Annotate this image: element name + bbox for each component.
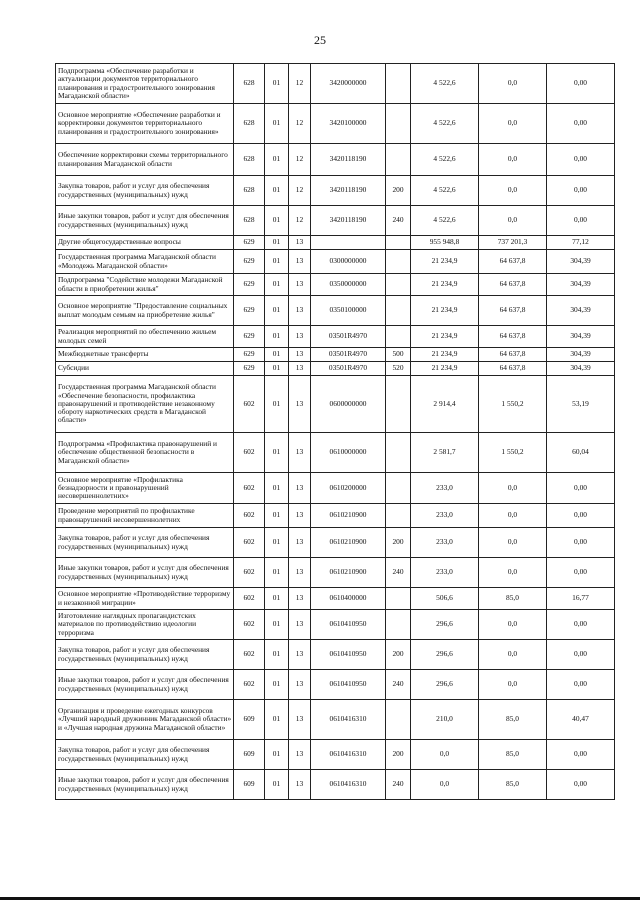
target-article-cell: 0610416310: [311, 770, 386, 800]
percent-cell: 304,39: [547, 348, 615, 362]
amount-1-cell: 210,0: [411, 700, 479, 740]
amount-2-cell: 0,0: [479, 206, 547, 236]
target-article-cell: 0600000000: [311, 376, 386, 433]
grbs-cell: 602: [234, 610, 265, 640]
grbs-cell: 628: [234, 104, 265, 144]
section-cell: 01: [265, 558, 289, 588]
section-cell: 01: [265, 362, 289, 376]
section-cell: 01: [265, 770, 289, 800]
subsection-cell: 13: [289, 670, 311, 700]
section-cell: 01: [265, 504, 289, 528]
percent-cell: 304,39: [547, 274, 615, 296]
grbs-cell: 628: [234, 144, 265, 176]
grbs-cell: 602: [234, 504, 265, 528]
amount-1-cell: 233,0: [411, 558, 479, 588]
expense-type-cell: [386, 610, 411, 640]
amount-1-cell: 233,0: [411, 473, 479, 504]
expense-type-cell: [386, 473, 411, 504]
target-article-cell: 0610410950: [311, 670, 386, 700]
table-row: [56, 588, 615, 610]
amount-1-cell: 0,0: [411, 740, 479, 770]
target-article-cell: 0610210900: [311, 504, 386, 528]
grbs-cell: 629: [234, 326, 265, 348]
target-article-cell: 0610400000: [311, 588, 386, 610]
percent-cell: 304,39: [547, 296, 615, 326]
amount-2-cell: 85,0: [479, 700, 547, 740]
expense-type-cell: [386, 274, 411, 296]
percent-cell: 0,00: [547, 670, 615, 700]
expense-type-cell: [386, 144, 411, 176]
table-row: [56, 640, 615, 670]
table-row: [56, 362, 615, 376]
name-cell: Закупка товаров, работ и услуг для обеспечения государственных (муниципальных) нужд: [56, 528, 234, 558]
table-row: [56, 348, 615, 362]
table-row: [56, 274, 615, 296]
amount-2-cell: 0,0: [479, 610, 547, 640]
subsection-cell: 13: [289, 376, 311, 433]
subsection-cell: 13: [289, 740, 311, 770]
amount-1-cell: 21 234,9: [411, 296, 479, 326]
target-article-cell: 3420118190: [311, 206, 386, 236]
amount-2-cell: 0,0: [479, 528, 547, 558]
grbs-cell: 602: [234, 640, 265, 670]
amount-2-cell: 0,0: [479, 670, 547, 700]
expense-type-cell: 200: [386, 740, 411, 770]
section-cell: 01: [265, 740, 289, 770]
amount-1-cell: 4 522,6: [411, 144, 479, 176]
table-row: [56, 236, 615, 250]
table-row: [56, 326, 615, 348]
table-row: [56, 176, 615, 206]
name-cell: Другие общегосударственные вопросы: [56, 236, 234, 250]
section-cell: 01: [265, 348, 289, 362]
grbs-cell: 629: [234, 296, 265, 326]
section-cell: 01: [265, 274, 289, 296]
subsection-cell: 12: [289, 64, 311, 104]
amount-2-cell: 0,0: [479, 504, 547, 528]
expense-type-cell: [386, 64, 411, 104]
name-cell: Подпрограмма «Профилактика правонарушений и обеспечение общественной безопасности в Магаданской области»: [56, 433, 234, 473]
subsection-cell: 13: [289, 296, 311, 326]
table-row: [56, 473, 615, 504]
section-cell: 01: [265, 640, 289, 670]
target-article-cell: 03501R4970: [311, 348, 386, 362]
expense-type-cell: [386, 376, 411, 433]
subsection-cell: 13: [289, 326, 311, 348]
percent-cell: 0,00: [547, 640, 615, 670]
target-article-cell: 0610410950: [311, 610, 386, 640]
subsection-cell: 12: [289, 176, 311, 206]
section-cell: 01: [265, 64, 289, 104]
expense-type-cell: 240: [386, 558, 411, 588]
expense-type-cell: [386, 104, 411, 144]
name-cell: Иные закупки товаров, работ и услуг для обеспечения государственных (муниципальных) нужд: [56, 558, 234, 588]
percent-cell: 53,19: [547, 376, 615, 433]
name-cell: Иные закупки товаров, работ и услуг для обеспечения государственных (муниципальных) нужд: [56, 670, 234, 700]
subsection-cell: 13: [289, 473, 311, 504]
expense-type-cell: [386, 236, 411, 250]
expense-type-cell: [386, 433, 411, 473]
subsection-cell: 13: [289, 236, 311, 250]
subsection-cell: 13: [289, 770, 311, 800]
section-cell: 01: [265, 144, 289, 176]
target-article-cell: 0350000000: [311, 274, 386, 296]
grbs-cell: 628: [234, 64, 265, 104]
subsection-cell: 13: [289, 640, 311, 670]
name-cell: Межбюджетные трансферты: [56, 348, 234, 362]
name-cell: Изготовление наглядных пропагандистских материалов по противодействию идеологии терроризма: [56, 610, 234, 640]
table-row: [56, 206, 615, 236]
grbs-cell: 629: [234, 348, 265, 362]
amount-2-cell: 0,0: [479, 558, 547, 588]
expense-type-cell: [386, 296, 411, 326]
percent-cell: 16,77: [547, 588, 615, 610]
section-cell: 01: [265, 473, 289, 504]
subsection-cell: 12: [289, 144, 311, 176]
expense-type-cell: 240: [386, 670, 411, 700]
expense-type-cell: [386, 504, 411, 528]
amount-1-cell: 296,6: [411, 640, 479, 670]
percent-cell: 304,39: [547, 362, 615, 376]
expense-type-cell: [386, 250, 411, 274]
amount-2-cell: 64 637,8: [479, 296, 547, 326]
amount-1-cell: 21 234,9: [411, 348, 479, 362]
target-article-cell: 03501R4970: [311, 326, 386, 348]
subsection-cell: 13: [289, 362, 311, 376]
percent-cell: 0,00: [547, 64, 615, 104]
section-cell: 01: [265, 236, 289, 250]
percent-cell: 0,00: [547, 176, 615, 206]
amount-2-cell: 1 550,2: [479, 376, 547, 433]
name-cell: Подпрограмма "Содействие молодежи Магаданской области в приобретении жилья": [56, 274, 234, 296]
amount-2-cell: 0,0: [479, 64, 547, 104]
budget-table: [55, 63, 615, 800]
target-article-cell: 0300000000: [311, 250, 386, 274]
target-article-cell: 0610210900: [311, 558, 386, 588]
target-article-cell: 0350100000: [311, 296, 386, 326]
amount-1-cell: 4 522,6: [411, 176, 479, 206]
amount-2-cell: 0,0: [479, 104, 547, 144]
section-cell: 01: [265, 206, 289, 236]
amount-2-cell: 64 637,8: [479, 362, 547, 376]
table-row: [56, 504, 615, 528]
amount-1-cell: 296,6: [411, 610, 479, 640]
expense-type-cell: 200: [386, 640, 411, 670]
amount-1-cell: 4 522,6: [411, 104, 479, 144]
amount-1-cell: 21 234,9: [411, 362, 479, 376]
table-row: [56, 558, 615, 588]
amount-1-cell: 296,6: [411, 670, 479, 700]
expense-type-cell: 240: [386, 770, 411, 800]
section-cell: 01: [265, 104, 289, 144]
percent-cell: 0,00: [547, 104, 615, 144]
subsection-cell: 13: [289, 274, 311, 296]
table-row: [56, 700, 615, 740]
target-article-cell: 3420100000: [311, 104, 386, 144]
target-article-cell: 3420118190: [311, 176, 386, 206]
name-cell: Государственная программа Магаданской области «Молодежь Магаданской области»: [56, 250, 234, 274]
percent-cell: 0,00: [547, 206, 615, 236]
expense-type-cell: 200: [386, 528, 411, 558]
subsection-cell: 12: [289, 206, 311, 236]
section-cell: 01: [265, 700, 289, 740]
grbs-cell: 602: [234, 433, 265, 473]
amount-2-cell: 64 637,8: [479, 274, 547, 296]
amount-2-cell: 85,0: [479, 588, 547, 610]
amount-1-cell: 21 234,9: [411, 326, 479, 348]
amount-2-cell: 0,0: [479, 640, 547, 670]
section-cell: 01: [265, 376, 289, 433]
table-row: [56, 64, 615, 104]
section-cell: 01: [265, 670, 289, 700]
name-cell: Государственная программа Магаданской области «Обеспечение безопасности, профилактика правонарушений и противодействие незаконному обороту наркотических средств в Магаданской области»: [56, 376, 234, 433]
page-number: 25: [314, 33, 326, 47]
percent-cell: 0,00: [547, 740, 615, 770]
grbs-cell: 602: [234, 558, 265, 588]
expense-type-cell: 200: [386, 176, 411, 206]
name-cell: Проведение мероприятий по профилактике правонарушений несовершеннолетних: [56, 504, 234, 528]
amount-1-cell: 21 234,9: [411, 250, 479, 274]
grbs-cell: 602: [234, 376, 265, 433]
grbs-cell: 628: [234, 176, 265, 206]
amount-2-cell: 64 637,8: [479, 250, 547, 274]
percent-cell: 0,00: [547, 528, 615, 558]
name-cell: Основное мероприятие «Обеспечение разработки и корректировки документов территориального планирования и градостроительного зонирования»: [56, 104, 234, 144]
subsection-cell: 13: [289, 610, 311, 640]
name-cell: Реализация мероприятий по обеспечению жильем молодых семей: [56, 326, 234, 348]
subsection-cell: 13: [289, 504, 311, 528]
subsection-cell: 13: [289, 700, 311, 740]
target-article-cell: 03501R4970: [311, 362, 386, 376]
subsection-cell: 12: [289, 104, 311, 144]
table-row: [56, 296, 615, 326]
grbs-cell: 629: [234, 274, 265, 296]
name-cell: Закупка товаров, работ и услуг для обеспечения государственных (муниципальных) нужд: [56, 176, 234, 206]
amount-2-cell: 64 637,8: [479, 326, 547, 348]
target-article-cell: [311, 236, 386, 250]
name-cell: Основное мероприятие «Профилактика безнадзорности и правонарушений несовершеннолетних»: [56, 473, 234, 504]
amount-2-cell: 85,0: [479, 770, 547, 800]
name-cell: Обеспечение корректировки схемы территориального планирования Магаданской области: [56, 144, 234, 176]
amount-1-cell: 2 914,4: [411, 376, 479, 433]
section-cell: 01: [265, 296, 289, 326]
percent-cell: 304,39: [547, 326, 615, 348]
grbs-cell: 609: [234, 740, 265, 770]
table-row: [56, 144, 615, 176]
subsection-cell: 13: [289, 528, 311, 558]
target-article-cell: 0610410950: [311, 640, 386, 670]
expense-type-cell: 500: [386, 348, 411, 362]
percent-cell: 0,00: [547, 473, 615, 504]
target-article-cell: 3420000000: [311, 64, 386, 104]
name-cell: Основное мероприятие «Противодействие терроризму и незаконной миграции»: [56, 588, 234, 610]
amount-1-cell: 4 522,6: [411, 206, 479, 236]
expense-type-cell: [386, 326, 411, 348]
grbs-cell: 602: [234, 588, 265, 610]
name-cell: Иные закупки товаров, работ и услуг для обеспечения государственных (муниципальных) нужд: [56, 770, 234, 800]
amount-2-cell: 85,0: [479, 740, 547, 770]
table-row: [56, 670, 615, 700]
subsection-cell: 13: [289, 348, 311, 362]
name-cell: Организация и проведение ежегодных конкурсов «Лучший народный дружинник Магаданской области» и «Лучшая народная дружина Магаданской области»: [56, 700, 234, 740]
amount-1-cell: 506,6: [411, 588, 479, 610]
percent-cell: 77,12: [547, 236, 615, 250]
expense-type-cell: 240: [386, 206, 411, 236]
subsection-cell: 13: [289, 250, 311, 274]
amount-2-cell: 737 201,3: [479, 236, 547, 250]
grbs-cell: 609: [234, 700, 265, 740]
amount-2-cell: 0,0: [479, 144, 547, 176]
section-cell: 01: [265, 176, 289, 206]
amount-2-cell: 0,0: [479, 473, 547, 504]
table-row: [56, 250, 615, 274]
name-cell: Субсидии: [56, 362, 234, 376]
amount-1-cell: 233,0: [411, 504, 479, 528]
section-cell: 01: [265, 250, 289, 274]
name-cell: Иные закупки товаров, работ и услуг для обеспечения государственных (муниципальных) нужд: [56, 206, 234, 236]
amount-1-cell: 2 581,7: [411, 433, 479, 473]
amount-1-cell: 0,0: [411, 770, 479, 800]
section-cell: 01: [265, 588, 289, 610]
table-row: [56, 433, 615, 473]
section-cell: 01: [265, 610, 289, 640]
grbs-cell: 602: [234, 670, 265, 700]
percent-cell: 304,39: [547, 250, 615, 274]
subsection-cell: 13: [289, 558, 311, 588]
grbs-cell: 629: [234, 362, 265, 376]
expense-type-cell: [386, 588, 411, 610]
grbs-cell: 602: [234, 528, 265, 558]
percent-cell: 0,00: [547, 504, 615, 528]
name-cell: Основное мероприятие "Предоставление социальных выплат молодым семьям на приобретение жилья": [56, 296, 234, 326]
target-article-cell: 0610200000: [311, 473, 386, 504]
subsection-cell: 13: [289, 433, 311, 473]
amount-1-cell: 21 234,9: [411, 274, 479, 296]
amount-2-cell: 1 550,2: [479, 433, 547, 473]
subsection-cell: 13: [289, 588, 311, 610]
percent-cell: 0,00: [547, 144, 615, 176]
table-row: [56, 528, 615, 558]
percent-cell: 0,00: [547, 558, 615, 588]
table-row: [56, 376, 615, 433]
percent-cell: 60,04: [547, 433, 615, 473]
grbs-cell: 602: [234, 473, 265, 504]
table-row: [56, 770, 615, 800]
name-cell: Закупка товаров, работ и услуг для обеспечения государственных (муниципальных) нужд: [56, 640, 234, 670]
amount-2-cell: 64 637,8: [479, 348, 547, 362]
grbs-cell: 609: [234, 770, 265, 800]
grbs-cell: 629: [234, 250, 265, 274]
name-cell: Закупка товаров, работ и услуг для обеспечения государственных (муниципальных) нужд: [56, 740, 234, 770]
target-article-cell: 0610416310: [311, 700, 386, 740]
grbs-cell: 628: [234, 206, 265, 236]
table-row: [56, 104, 615, 144]
name-cell: Подпрограмма «Обеспечение разработки и актуализации документов территориального планирования и градостроительного зонирования Магаданской области»: [56, 64, 234, 104]
target-article-cell: 0610416310: [311, 740, 386, 770]
expense-type-cell: [386, 700, 411, 740]
target-article-cell: 3420118190: [311, 144, 386, 176]
budget-table-body: [56, 64, 615, 800]
expense-type-cell: 520: [386, 362, 411, 376]
section-cell: 01: [265, 528, 289, 558]
amount-1-cell: 233,0: [411, 528, 479, 558]
percent-cell: 0,00: [547, 770, 615, 800]
amount-2-cell: 0,0: [479, 176, 547, 206]
target-article-cell: 0610210900: [311, 528, 386, 558]
table-row: [56, 740, 615, 770]
table-row: [56, 610, 615, 640]
amount-1-cell: 4 522,6: [411, 64, 479, 104]
bottom-rule: [0, 897, 640, 900]
grbs-cell: 629: [234, 236, 265, 250]
section-cell: 01: [265, 326, 289, 348]
percent-cell: 0,00: [547, 610, 615, 640]
amount-1-cell: 955 948,8: [411, 236, 479, 250]
target-article-cell: 0610000000: [311, 433, 386, 473]
section-cell: 01: [265, 433, 289, 473]
percent-cell: 40,47: [547, 700, 615, 740]
